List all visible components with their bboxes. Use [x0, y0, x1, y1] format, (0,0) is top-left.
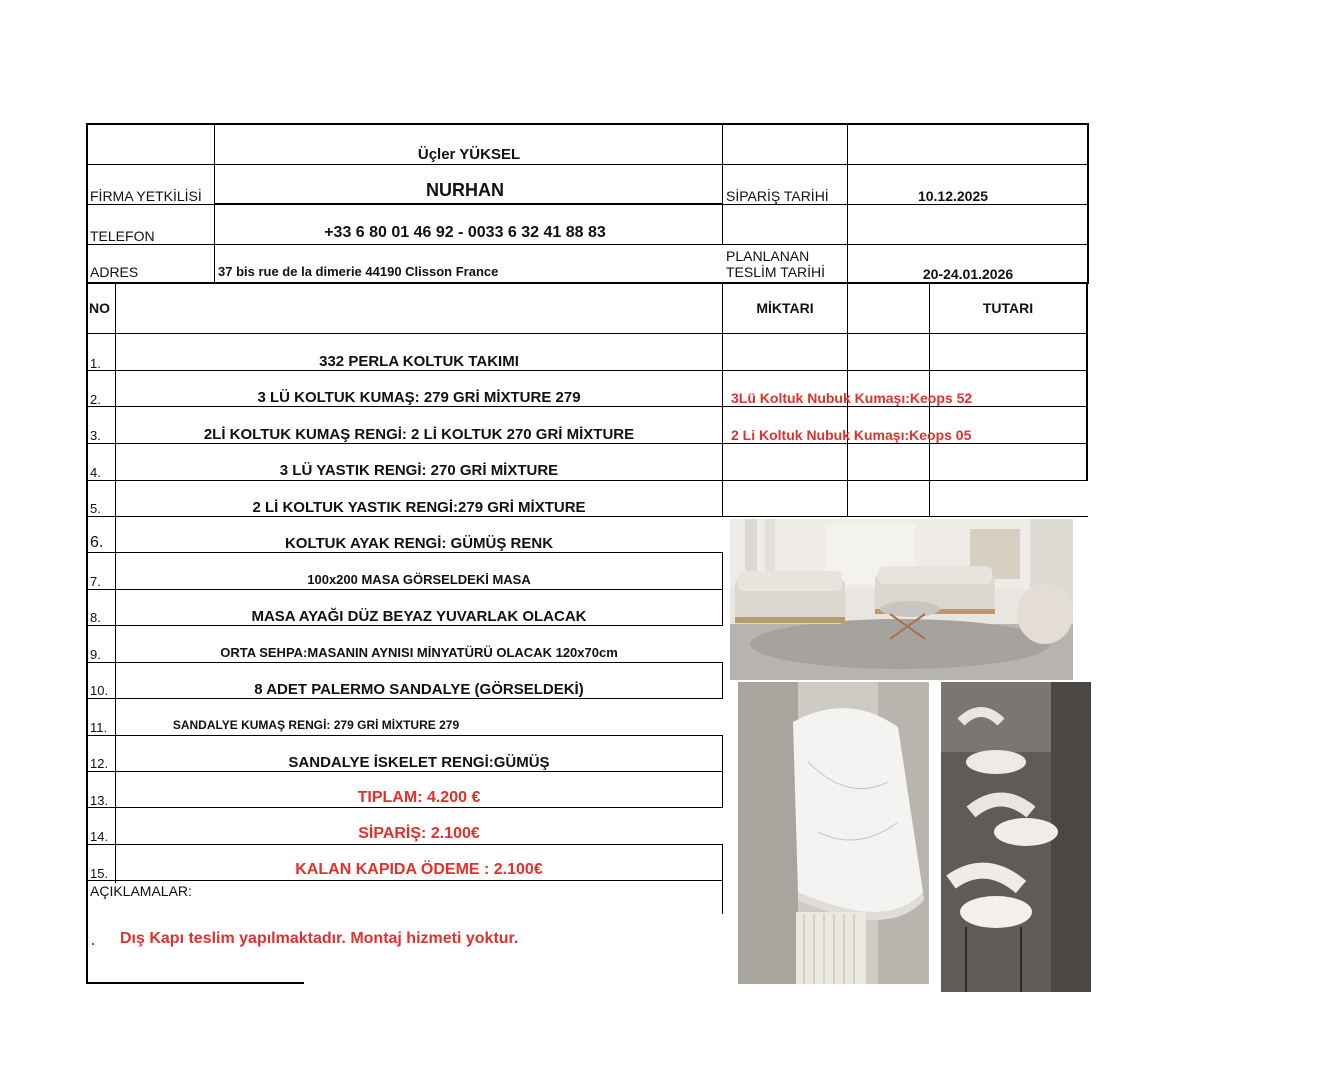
item-no: 13. — [90, 793, 109, 808]
item-no: 12. — [90, 756, 109, 771]
remaining-amount: KALAN KAPIDA ÖDEME : 2.100€ — [295, 861, 543, 878]
item-no: 3. — [90, 428, 101, 443]
item-text: 3 LÜ KOLTUK KUMAŞ: 279 GRİ MİXTURE 279 — [257, 389, 581, 406]
item-no: 11. — [90, 720, 108, 735]
item-no: 7. — [90, 574, 101, 589]
notes-text: Dış Kapı teslim yapılmaktadır. Montaj hizmeti yoktur. — [120, 930, 519, 947]
item-no: 10. — [90, 683, 109, 698]
column-no: NO — [89, 300, 110, 316]
item-no: 15. — [90, 866, 109, 881]
company-label: FİRMA YETKİLİSİ — [90, 188, 202, 204]
item-text: SANDALYE İSKELET RENGİ:GÜMÜŞ — [288, 754, 550, 771]
item-text: ORTA SEHPA:MASANIN AYNISI MİNYATÜRÜ OLACAK 120x70cm — [220, 645, 618, 660]
phone-label: TELEFON — [90, 228, 155, 244]
item-text: 332 PERLA KOLTUK TAKIMI — [319, 353, 519, 370]
column-amount: TUTARI — [982, 300, 1034, 316]
item-no: 9. — [90, 647, 101, 662]
company-name: NURHAN — [426, 180, 504, 200]
delivery-label: PLANLANAN TESLİM TARİHİ — [726, 248, 826, 280]
chairs-photo — [941, 682, 1091, 992]
delivery-date: 20-24.01.2026 — [922, 266, 1014, 282]
item-text: SANDALYE KUMAŞ RENGİ: 279 GRİ MİXTURE 279 — [172, 718, 460, 732]
address-label: ADRES — [90, 264, 139, 280]
item-text: 2 Lİ KOLTUK YASTIK RENGİ:279 GRİ MİXTURE — [252, 499, 586, 516]
dining-table-photo — [738, 682, 929, 984]
sofa-set-photo — [730, 519, 1073, 680]
item-text: 8 ADET PALERMO SANDALYE (GÖRSELDEKİ) — [254, 681, 584, 698]
item-no: 14. — [90, 829, 109, 844]
item-no: 8. — [90, 610, 101, 625]
deposit-amount: SİPARİŞ: 2.100€ — [358, 825, 480, 842]
item-note: 2 Li Koltuk Nubuk Kumaşı:Keops 05 — [731, 427, 972, 443]
item-text: 3 LÜ YASTIK RENGİ: 270 GRİ MİXTURE — [279, 462, 559, 479]
total-amount: TIPLAM: 4.200 € — [357, 789, 481, 806]
company-top-name: Üçler YÜKSEL — [417, 146, 521, 163]
notes-bullet: . — [91, 932, 95, 948]
column-quantity: MİKTARI — [756, 300, 814, 316]
order-date: 10.12.2025 — [917, 188, 989, 204]
address-value: 37 bis rue de la dimerie 44190 Clisson France — [218, 264, 499, 279]
item-no: 2. — [90, 392, 101, 407]
item-no: 1. — [90, 356, 101, 371]
item-text: 100x200 MASA GÖRSELDEKİ MASA — [307, 572, 531, 587]
item-note: 3Lü Koltuk Nubuk Kumaşı:Keops 52 — [731, 390, 973, 406]
order-date-label: SİPARİŞ TARİHİ — [726, 188, 829, 204]
item-text: KOLTUK AYAK RENGİ: GÜMÜŞ RENK — [284, 535, 554, 552]
item-no: 5. — [90, 501, 101, 516]
item-text: 2Lİ KOLTUK KUMAŞ RENGİ: 2 Lİ KOLTUK 270 GRİ MİXTURE — [203, 426, 635, 443]
phone-value: +33 6 80 01 46 92 - 0033 6 32 41 88 83 — [324, 224, 606, 241]
item-text: MASA AYAĞI DÜZ BEYAZ YUVARLAK OLACAK — [251, 608, 587, 625]
item-no: 4. — [90, 465, 101, 480]
item-no: 6. — [90, 534, 104, 551]
notes-label: AÇIKLAMALAR: — [90, 883, 192, 899]
